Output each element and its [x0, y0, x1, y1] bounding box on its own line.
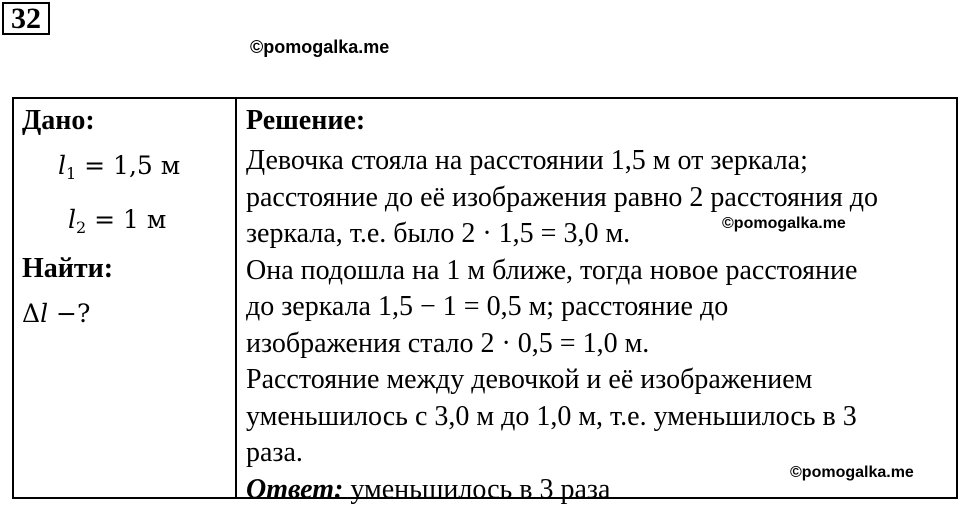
solution-line: расстояние до её изображения равно 2 расстояния до — [246, 180, 956, 217]
watermark-middle: ©pomogalka.me — [722, 215, 846, 233]
solution-line: Девочка стояла на расстоянии 1,5 м от зеркала; — [246, 143, 956, 180]
column-divider — [235, 99, 237, 497]
solution-column — [246, 99, 956, 508]
answer-text: уменьшилось в 3 раза — [343, 474, 610, 505]
solution-heading: Решение: — [246, 99, 956, 143]
given-column — [22, 99, 232, 337]
given-item-l2: $l_2 = 1$ м — [22, 197, 232, 251]
solution-line: до зеркала 1,5 − 1 = 0,5 м; расстояние до — [246, 289, 956, 326]
given-heading: Дано: — [22, 99, 232, 143]
solution-table — [12, 97, 958, 499]
watermark-top: ©pomogalka.me — [250, 37, 389, 58]
solution-line: изображения стало 2 · 0,5 = 1,0 м. — [246, 326, 956, 363]
solution-line: раза. — [246, 435, 956, 472]
solution-line: зеркала, т.е. было 2 · 1,5 = 3,0 м. — [246, 216, 956, 253]
find-item: Δl −? — [22, 291, 232, 337]
problem-number: 32 — [2, 2, 50, 35]
solution-line: Она подошла на 1 м ближе, тогда новое расстояние — [246, 253, 956, 290]
solution-line: Расстояние между девочкой и её изображением — [246, 362, 956, 399]
find-heading: Найти: — [22, 251, 232, 291]
given-item-l1: $l_1 = 1,5$ м — [22, 143, 232, 197]
watermark-bottom: ©pomogalka.me — [790, 464, 914, 482]
solution-line: уменьшилось с 3,0 м до 1,0 м, т.е. уменьшилось в 3 — [246, 399, 956, 436]
answer-label: Ответ: — [246, 474, 343, 505]
